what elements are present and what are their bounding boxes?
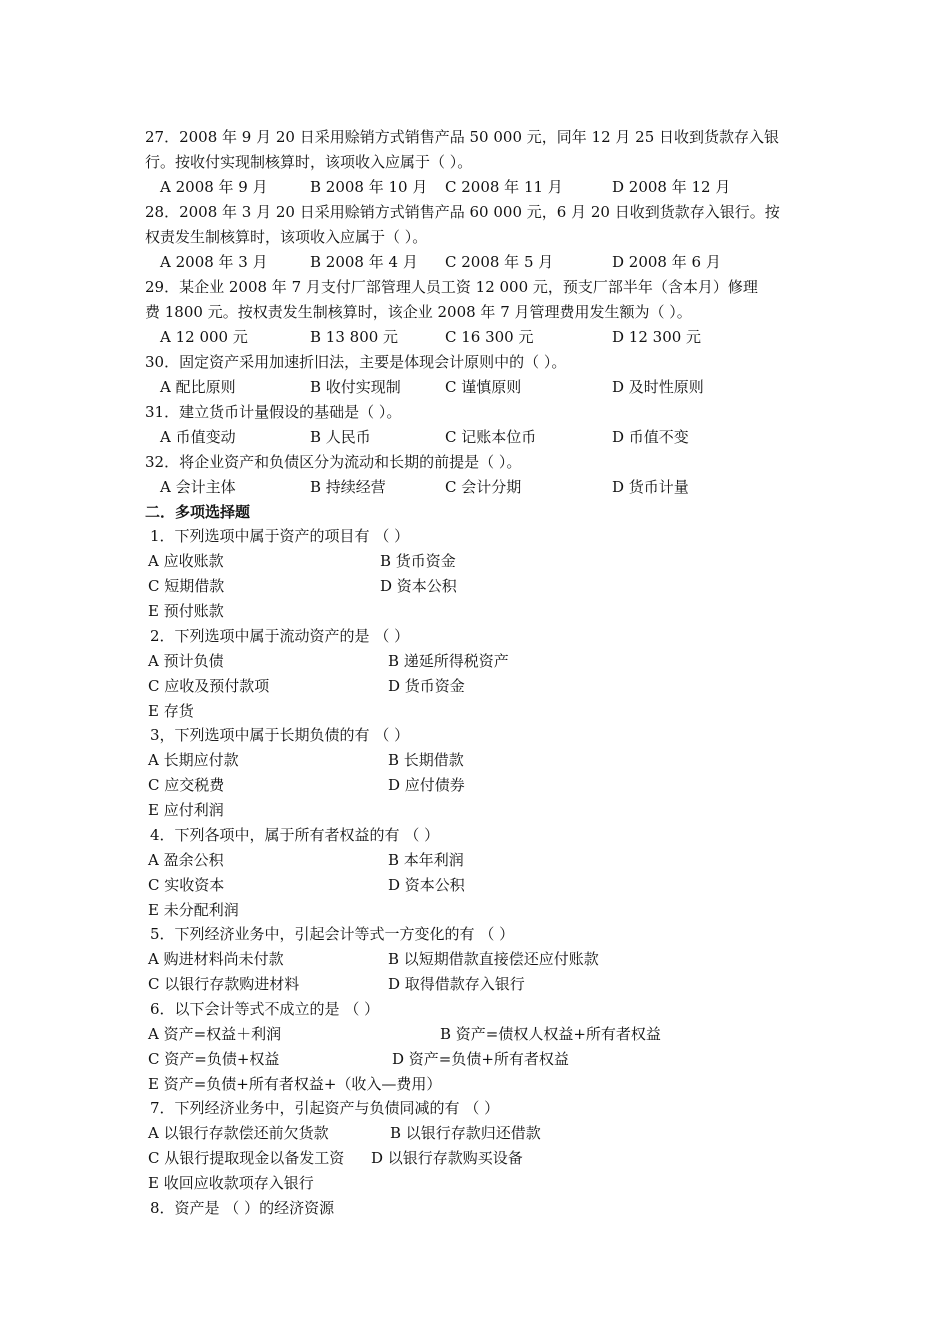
multi-question-2-option-d: D 货币资金 [388, 677, 465, 695]
question-31-stem: 31．建立货币计量假设的基础是（ ）。 [145, 403, 402, 421]
multi-question-6-option-a: A 资产=权益＋利润 [148, 1025, 282, 1043]
question-32-option-d: D 货币计量 [612, 478, 689, 496]
multi-question-7-option-a: A 以银行存款偿还前欠货款 [148, 1124, 329, 1142]
multi-question-3-option-c: C 应交税费 [148, 776, 225, 794]
multi-question-2-stem: 2．下列选项中属于流动资产的是 （ ） [150, 627, 410, 645]
multi-question-5-stem: 5．下列经济业务中，引起会计等式一方变化的有 （ ） [150, 925, 515, 943]
question-30-stem: 30．固定资产采用加速折旧法，主要是体现会计原则中的（ ）。 [145, 353, 567, 371]
question-27-option-b: B 2008 年 10 月 [310, 178, 428, 196]
question-31-option-d: D 币值不变 [612, 428, 689, 446]
multi-question-6-option-e: E 资产=负债+所有者权益+（收入—费用） [148, 1075, 442, 1093]
question-29-stem-line-2: 费 1800 元。按权责发生制核算时，该企业 2008 年 7 月管理费用发生额为（ ）。 [145, 303, 692, 321]
question-28-option-d: D 2008 年 6 月 [612, 253, 721, 271]
multi-question-2-option-a: A 预计负债 [148, 652, 224, 670]
multi-question-1-option-e: E 预付账款 [148, 602, 224, 620]
question-29-option-c: C 16 300 元 [445, 328, 534, 346]
multi-question-7-option-c: C 从银行提取现金以备发工资 [148, 1149, 345, 1167]
question-30-option-d: D 及时性原则 [612, 378, 704, 396]
multi-question-3-option-a: A 长期应付款 [148, 751, 239, 769]
multi-question-5-option-c: C 以银行存款购进材料 [148, 975, 300, 993]
multi-question-7-stem: 7．下列经济业务中，引起资产与负债同减的有 （ ） [150, 1099, 500, 1117]
multi-question-6-option-c: C 资产=负债+权益 [148, 1050, 280, 1068]
question-31-option-b: B 人民币 [310, 428, 371, 446]
multi-question-3-stem: 3，下列选项中属于长期负债的有 （ ） [150, 726, 410, 744]
multi-question-1-stem: 1．下列选项中属于资产的项目有 （ ） [150, 527, 410, 545]
question-27-option-d: D 2008 年 12 月 [612, 178, 731, 196]
multi-question-6-option-d: D 资产=负债+所有者权益 [392, 1050, 569, 1068]
multi-question-5-option-a: A 购进材料尚未付款 [148, 950, 284, 968]
multi-question-4-option-a: A 盈余公积 [148, 851, 224, 869]
question-28-option-c: C 2008 年 5 月 [445, 253, 554, 271]
multi-question-5-option-b: B 以短期借款直接偿还应付账款 [388, 950, 599, 968]
multi-question-4-option-d: D 资本公积 [388, 876, 465, 894]
multi-question-1-option-d: D 资本公积 [380, 577, 457, 595]
question-27-option-c: C 2008 年 11 月 [445, 178, 563, 196]
question-28-option-a: A 2008 年 3 月 [160, 253, 268, 271]
question-32-option-a: A 会计主体 [160, 478, 236, 496]
question-30-option-b: B 收付实现制 [310, 378, 401, 396]
multi-question-4-option-e: E 未分配利润 [148, 901, 239, 919]
question-27-option-a: A 2008 年 9 月 [160, 178, 268, 196]
multi-question-1-option-b: B 货币资金 [380, 552, 456, 570]
question-28-stem-line-1: 28．2008 年 3 月 20 日采用赊销方式销售产品 60 000 元，6 月 20 日收到货款存入银行。按 [145, 203, 780, 221]
question-28-option-b: B 2008 年 4 月 [310, 253, 418, 271]
multi-question-7-option-d: D 以银行存款购买设备 [371, 1149, 523, 1167]
question-31-option-a: A 币值变动 [160, 428, 236, 446]
question-32-stem: 32．将企业资产和负债区分为流动和长期的前提是（ ）。 [145, 453, 522, 471]
multi-question-4-stem: 4．下列各项中，属于所有者权益的有 （ ） [150, 826, 440, 844]
multi-question-3-option-e: E 应付利润 [148, 801, 224, 819]
multi-question-5-option-d: D 取得借款存入银行 [388, 975, 525, 993]
multi-question-2-option-c: C 应收及预付款项 [148, 677, 270, 695]
multi-question-7-option-b: B 以银行存款归还借款 [390, 1124, 541, 1142]
multi-question-4-option-c: C 实收资本 [148, 876, 225, 894]
question-30-option-a: A 配比原则 [160, 378, 236, 396]
multi-question-2-option-b: B 递延所得税资产 [388, 652, 509, 670]
multi-question-2-option-e: E 存货 [148, 702, 194, 720]
question-29-option-b: B 13 800 元 [310, 328, 399, 346]
question-30-option-c: C 谨慎原则 [445, 378, 522, 396]
question-28-stem-line-2: 权责发生制核算时，该项收入应属于（ ）。 [145, 228, 428, 246]
multi-question-1-option-a: A 应收账款 [148, 552, 224, 570]
question-29-stem-line-1: 29．某企业 2008 年 7 月支付厂部管理人员工资 12 000 元，预支厂部半年（含本月）修理 [145, 278, 758, 296]
question-27-stem-line-1: 27．2008 年 9 月 20 日采用赊销方式销售产品 50 000 元，同年 12 月 25 日收到货款存入银 [145, 128, 780, 146]
multi-question-8-stem: 8．资产是 （ ）的经济资源 [150, 1199, 335, 1217]
multi-question-1-option-c: C 短期借款 [148, 577, 225, 595]
question-32-option-c: C 会计分期 [445, 478, 522, 496]
question-29-option-a: A 12 000 元 [160, 328, 248, 346]
question-27-stem-line-2: 行。按收付实现制核算时，该项收入应属于（ ）。 [145, 153, 473, 171]
multi-question-4-option-b: B 本年利润 [388, 851, 464, 869]
multi-question-3-option-b: B 长期借款 [388, 751, 464, 769]
section-heading-multiple-choice: 二．多项选择题 [145, 503, 251, 521]
multi-question-3-option-d: D 应付债券 [388, 776, 465, 794]
multi-question-7-option-e: E 收回应收款项存入银行 [148, 1174, 314, 1192]
question-32-option-b: B 持续经营 [310, 478, 386, 496]
multi-question-6-stem: 6．以下会计等式不成立的是 （ ） [150, 1000, 380, 1018]
question-29-option-d: D 12 300 元 [612, 328, 702, 346]
question-31-option-c: C 记账本位币 [445, 428, 537, 446]
multi-question-6-option-b: B 资产=债权人权益+所有者权益 [440, 1025, 661, 1043]
